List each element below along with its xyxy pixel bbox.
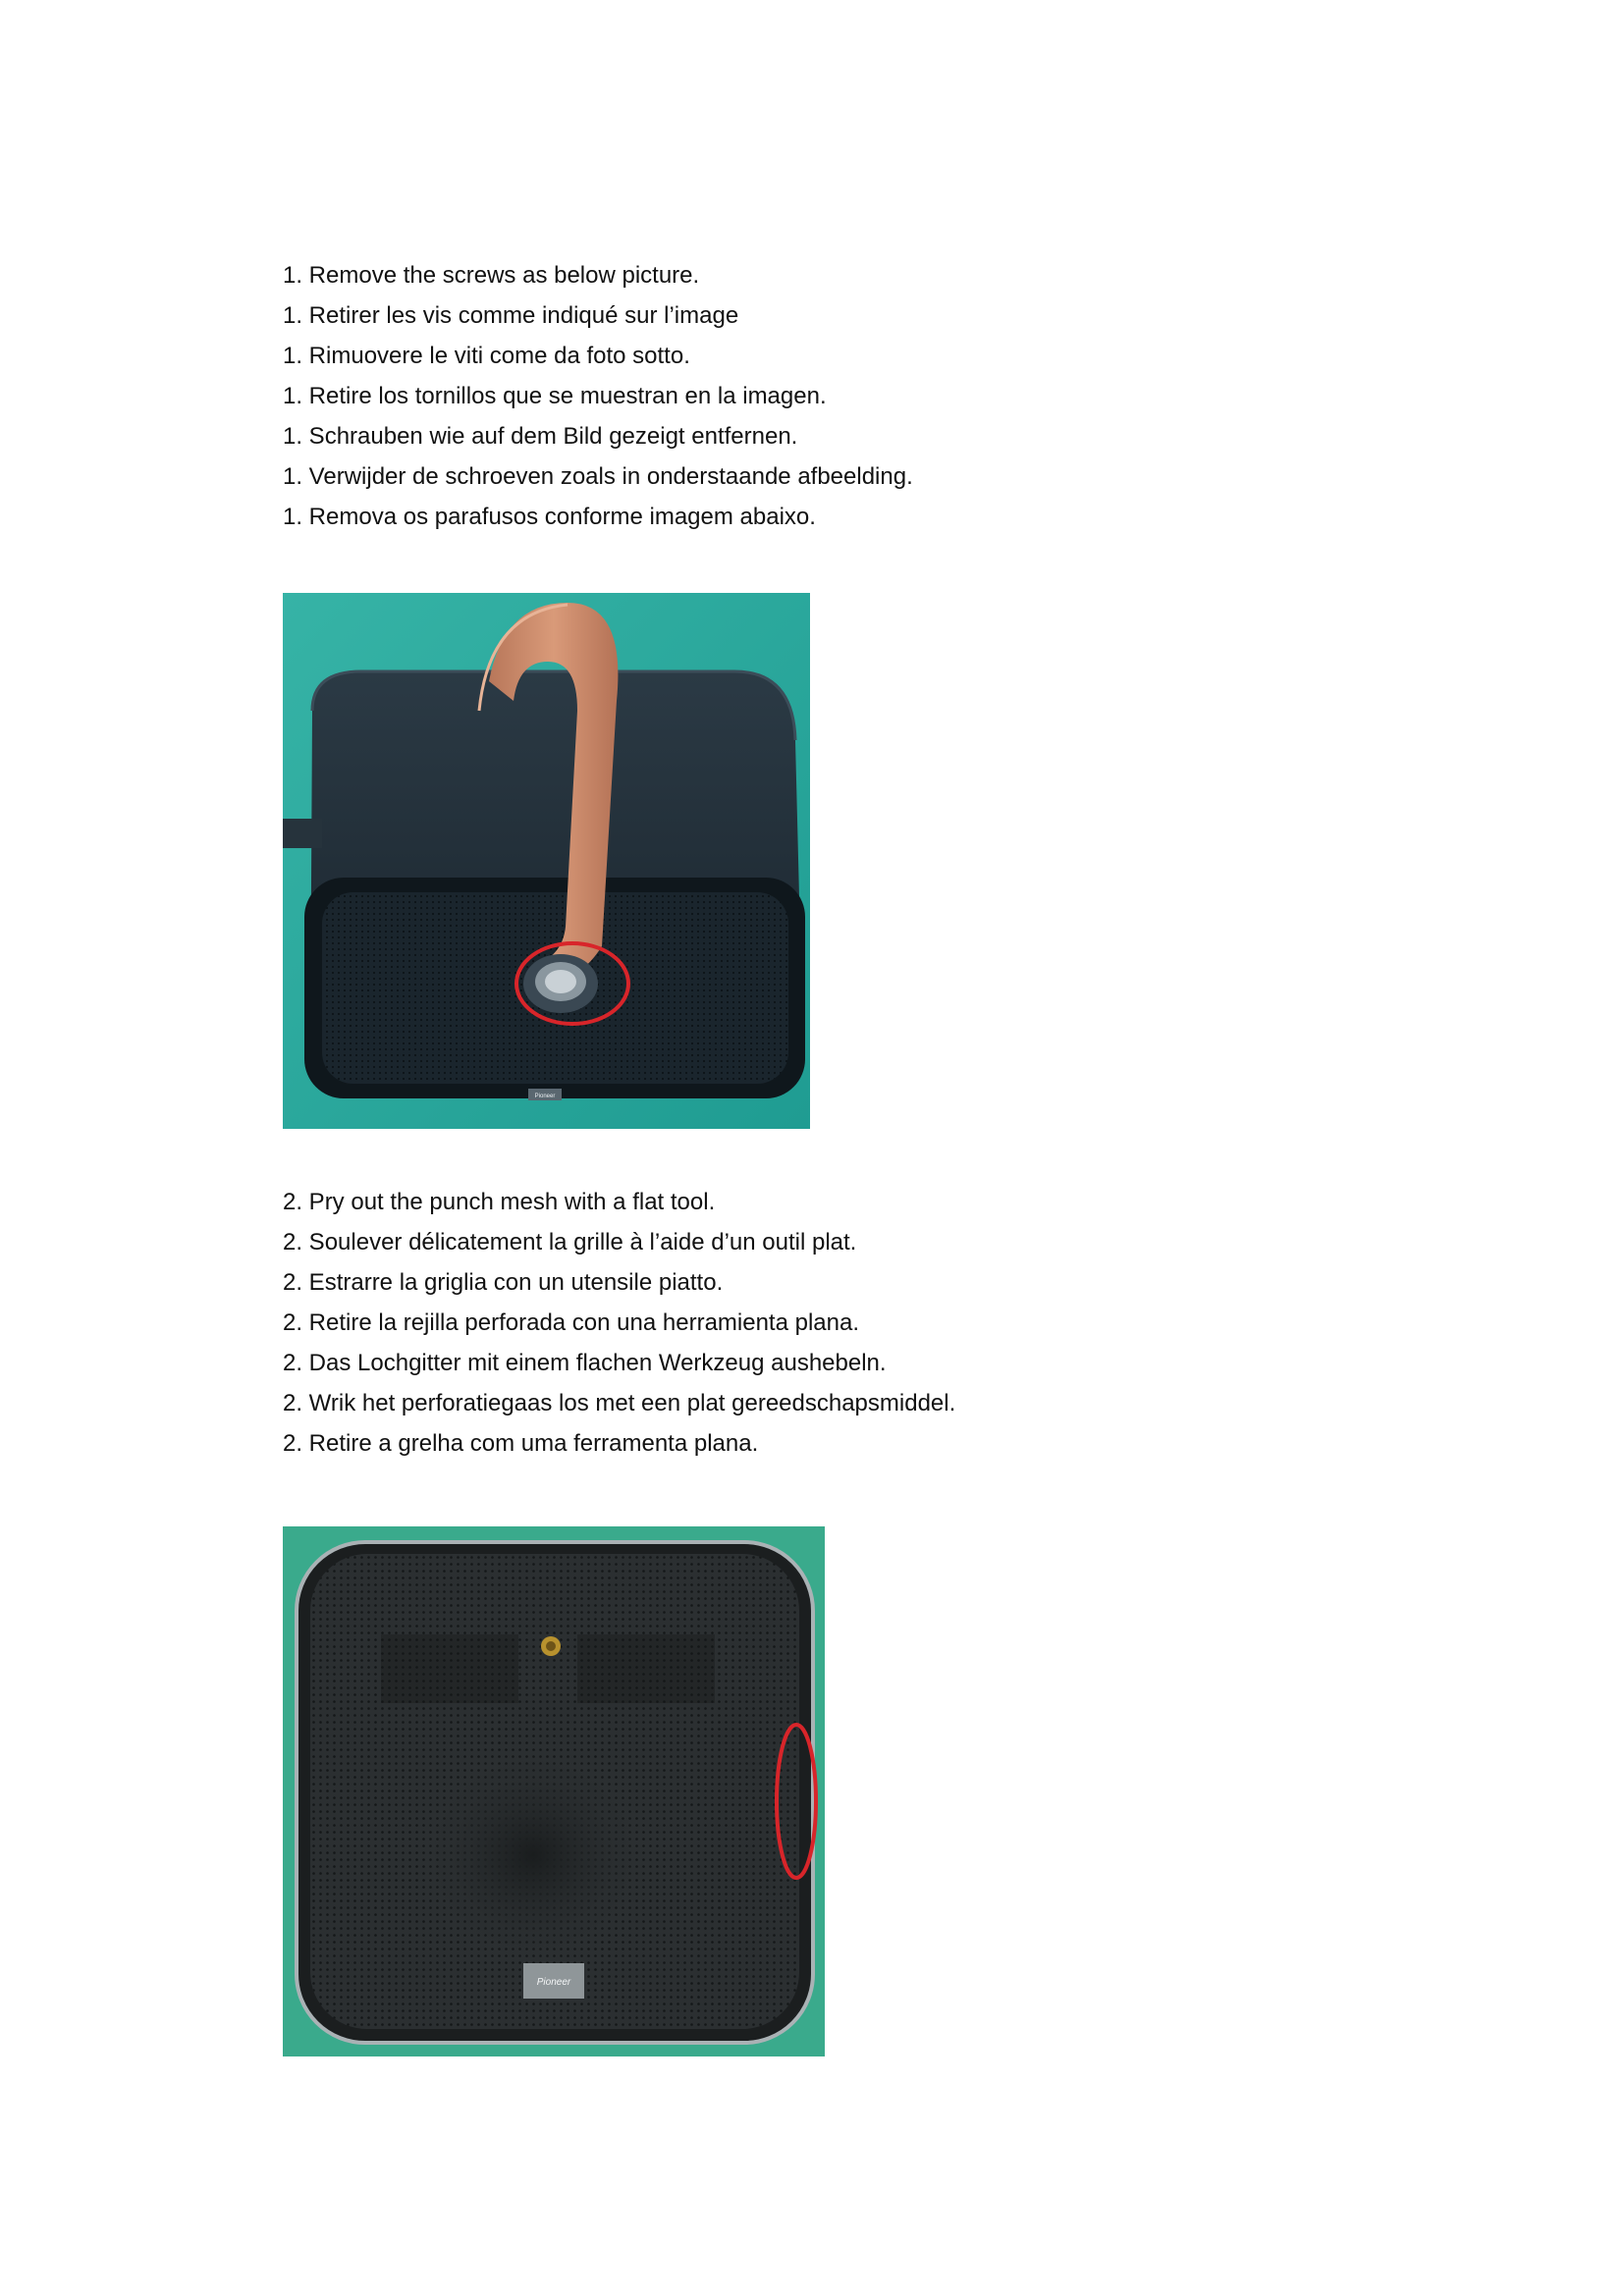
step-1-photo — [283, 593, 810, 1129]
step-2-line-fr: 2. Soulever délicatement la grille à l’aide d’un outil plat. — [283, 1229, 857, 1255]
step-2-line-de: 2. Das Lochgitter mit einem flachen Werkzeug aushebeln. — [283, 1350, 887, 1376]
step-1-line-es: 1. Retire los tornillos que se muestran en la imagen. — [283, 383, 827, 409]
step-2-line-it: 2. Estrarre la griglia con un utensile piatto. — [283, 1269, 724, 1296]
speaker-side-photo — [283, 593, 810, 1129]
step-2-line-nl: 2. Wrik het perforatiegaas los met een plat gereedschapsmiddel. — [283, 1390, 956, 1416]
step-2-line-es: 2. Retire la rejilla perforada con una herramienta plana. — [283, 1309, 860, 1336]
brand-logo-2: Pioneer — [536, 1977, 571, 1988]
step-2-photo — [283, 1526, 825, 2056]
brand-logo-1: Pioneer — [534, 1094, 556, 1099]
step-1-line-pt: 1. Remova os parafusos conforme imagem abaixo. — [283, 504, 816, 530]
step-1-line-nl: 1. Verwijder de schroeven zoals in onderstaande afbeelding. — [283, 463, 913, 490]
step-2-lines — [283, 1182, 955, 1464]
speaker-front-photo — [283, 1526, 825, 2056]
step-1-lines — [283, 255, 913, 537]
step-1-line-it: 1. Rimuovere le viti come da foto sotto. — [283, 343, 690, 369]
step-1-line-fr: 1. Retirer les vis comme indiqué sur l’image — [283, 302, 739, 329]
step-1-instructions — [283, 255, 913, 537]
step-2-line-pt: 2. Retire a grelha com uma ferramenta plana. — [283, 1430, 759, 1457]
step-1-line-en: 1. Remove the screws as below picture. — [283, 262, 700, 289]
step-2-line-en: 2. Pry out the punch mesh with a flat tool. — [283, 1189, 716, 1215]
step-1-line-de: 1. Schrauben wie auf dem Bild gezeigt entfernen. — [283, 423, 798, 450]
step-2-instructions — [283, 1182, 955, 1464]
